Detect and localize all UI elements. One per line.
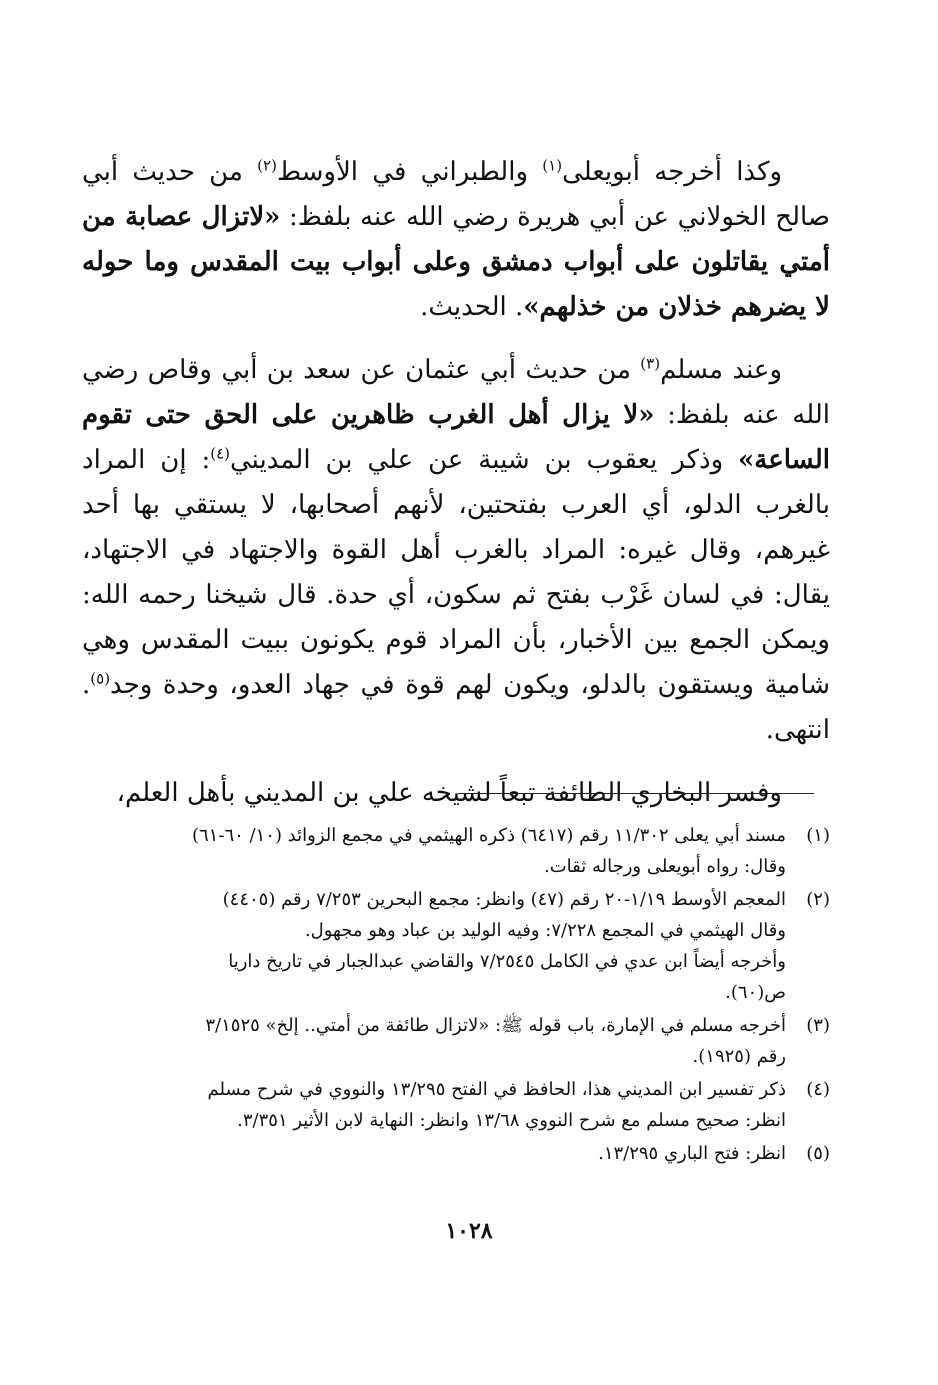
footnote-line: انظر: فتح الباري ١٣/٢٩٥. xyxy=(598,1143,786,1164)
footnote-line: مسند أبي يعلى ١١/٣٠٢ رقم (٦٤١٧) ذكره الهيثمي في مجمع الزوائد (١٠/ ٦٠-٦١) xyxy=(191,825,786,846)
text-run: والطبراني في الأوسط xyxy=(276,157,543,187)
text-run: . انتهى. xyxy=(82,670,830,745)
paragraph xyxy=(82,348,830,753)
footnote-line: انظر: صحيح مسلم مع شرح النووي ١٣/٦٨ وانظر: النهاية لابن الأثير ٣/٣٥١. xyxy=(237,1110,786,1131)
footnote xyxy=(82,1138,830,1169)
text-run: وكذا أخرجه أبويعلى xyxy=(562,157,783,187)
footnote-number: (١) xyxy=(806,825,830,846)
footnote xyxy=(82,884,830,1008)
page-number: ١٠٢٨ xyxy=(445,1218,493,1244)
footnote-separator xyxy=(458,793,814,794)
footnote-line: وأخرجه أيضاً ابن عدي في الكامل ٧/٢٥٤٥ والقاضي عبدالجبار في تاريخ داريا xyxy=(228,951,786,972)
text-run: من حديث أبي صالح الخولاني عن أبي هريرة رضي الله عنه بلفظ: xyxy=(82,157,830,232)
main-text xyxy=(82,150,830,834)
footnote xyxy=(82,1074,830,1136)
footnote-text xyxy=(82,884,786,1008)
footnote-line: وقال: رواه أبويعلى ورجاله ثقات. xyxy=(544,856,786,877)
footnotes-section xyxy=(82,820,830,1171)
text-run: وفسر البخاري الطائفة تبعاً لشيخه علي بن المديني بأهل العلم، xyxy=(116,778,782,808)
footnote xyxy=(82,1010,830,1072)
footnote-line: ذكر تفسير ابن المديني هذا، الحافظ في الفتح ١٣/٢٩٥ والنووي في شرح مسلم xyxy=(207,1079,786,1100)
text-run: وذكر يعقوب بن شيبة عن علي بن المديني xyxy=(229,445,739,475)
text-run: وعند مسلم xyxy=(660,355,783,385)
footnote-line: ص(٦٠). xyxy=(725,982,786,1003)
text-run: من حديث أبي عثمان عن سعد بن أبي وقاص رضي الله عنه بلفظ: xyxy=(82,355,830,430)
footnote-text xyxy=(82,1074,786,1136)
footnote-marker: (٤) xyxy=(210,444,230,463)
footnote-marker: (٢) xyxy=(257,156,277,175)
footnote-number: (٤) xyxy=(806,1079,830,1100)
footnote-text xyxy=(82,1138,786,1169)
footnote-number: (٣) xyxy=(806,1015,830,1036)
footnote-marker: (٥) xyxy=(90,669,111,688)
footnote-marker: (٣) xyxy=(640,354,661,373)
footnote-marker: (١) xyxy=(542,156,563,175)
footnote-line: وقال الهيثمي في المجمع ٧/٢٢٨: وفيه الوليد بن عباد وهو مجهول. xyxy=(304,920,786,941)
footnote xyxy=(82,820,830,882)
footnote-number: (٢) xyxy=(806,889,830,910)
text-run: . الحديث. xyxy=(420,292,524,322)
paragraph xyxy=(82,150,830,330)
text-run: : إن المراد بالغرب الدلو، أي العرب بفتحتين، لأنهم أصحابها، لا يستقي بها أحد غيرهم، وقال غيره: المراد بالغرب أهل القوة والاجتهاد في الاجتهاد، يقال: في لسان غَرْب بفتح ثم سكون، أي حدة. قال شيخنا رحمه الله: ويمكن الجمع بين الأخبار، بأن المراد قوم يكونون ببيت المقدس وهي شامية ويستقون بالدلو، ويكون لهم قوة في جهاد العدو، وحدة وجد xyxy=(82,445,830,700)
footnote-line: أخرجه مسلم في الإمارة، باب قوله ﷺ: «لاتزال طائفة من أمتي.. إلخ» ٣/١٥٢٥ xyxy=(205,1015,786,1036)
footnote-line: المعجم الأوسط ١/١٩-٢٠ رقم (٤٧) وانظر: مجمع البحرين ٧/٢٥٣ رقم (٤٤٠٥) xyxy=(222,889,786,910)
hadith-quote: «لاتزال عصابة من أمتي يقاتلون على أبواب دمشق وعلى أبواب بيت المقدس وما حوله لا يضرهم خذلان من خذلهم» xyxy=(82,202,830,322)
footnote-line: رقم (١٩٢٥). xyxy=(692,1046,786,1067)
footnote-number: (٥) xyxy=(806,1143,830,1164)
footnote-text xyxy=(82,820,786,882)
footnote-text xyxy=(82,1010,786,1072)
hadith-quote: «لا يزال أهل الغرب ظاهرين على الحق حتى تقوم الساعة» xyxy=(82,400,830,475)
